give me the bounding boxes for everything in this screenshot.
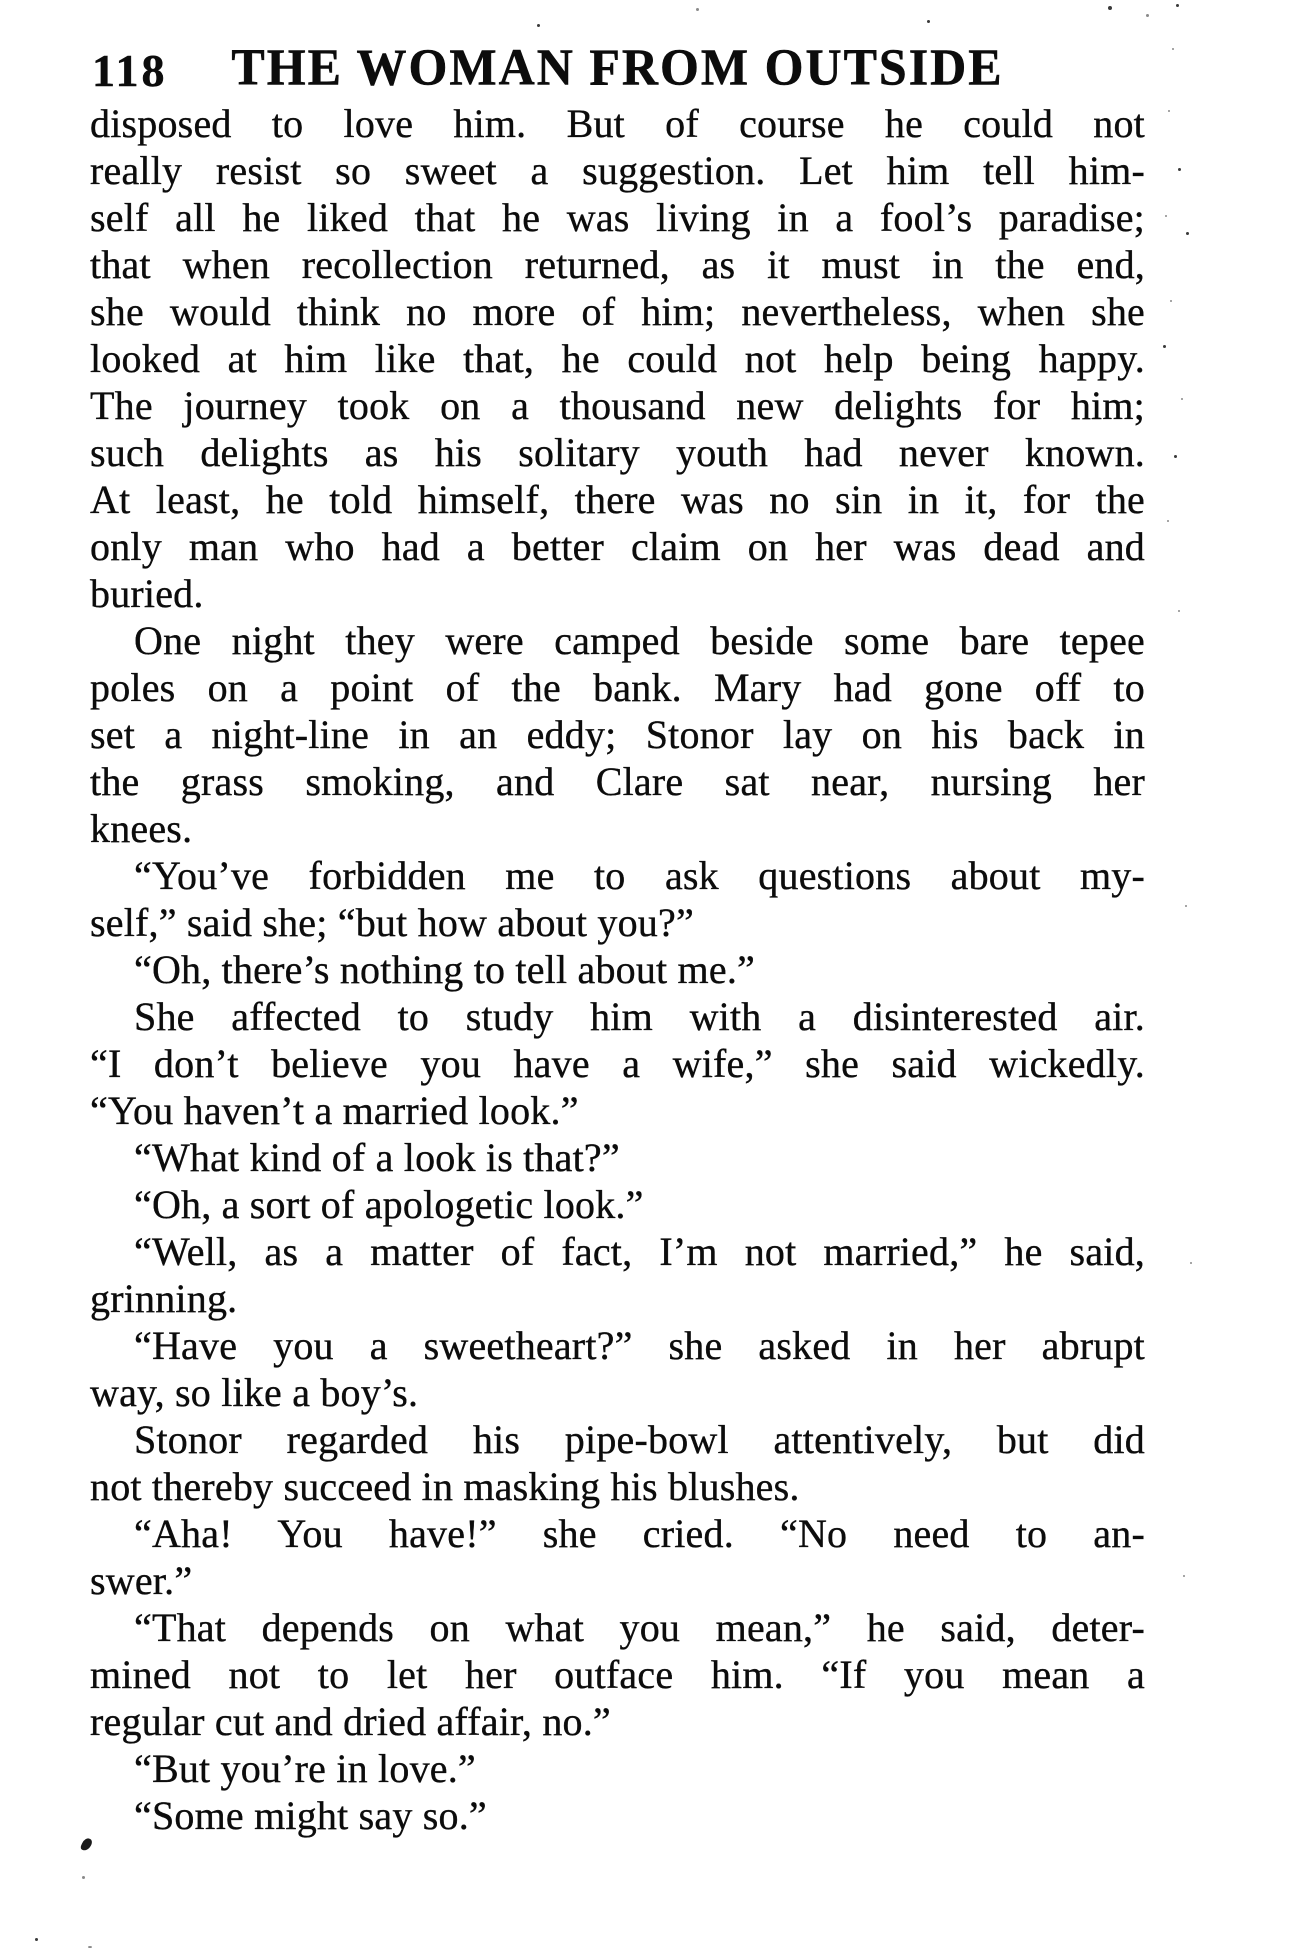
text-line: way, so like a boy’s.: [90, 1370, 419, 1415]
scan-speck: [1183, 1575, 1185, 1577]
text-line: “Some might say so.”: [134, 1793, 487, 1838]
text-line: At least, he told himself, there was no sin in it, for the: [90, 477, 1145, 522]
text-line: knees.: [90, 806, 193, 851]
text-line: “Well, as a matter of fact, I’m not married,” he said,: [134, 1229, 1145, 1274]
text-line: self,” said she; “but how about you?”: [90, 900, 694, 945]
scan-speck: [1108, 6, 1112, 10]
page-number: 118: [92, 45, 168, 96]
text-line: swer.”: [90, 1558, 193, 1603]
text-line: “You haven’t a married look.”: [90, 1088, 579, 1133]
text-line: “Aha! You have!” she cried. “No need to an-: [134, 1511, 1145, 1556]
scan-speck: [1178, 168, 1181, 171]
scan-speck: [82, 1876, 85, 1879]
text-line: only man who had a better claim on her was dead and: [90, 524, 1145, 569]
text-line: “Oh, there’s nothing to tell about me.”: [134, 947, 755, 992]
text-line: she would think no more of him; nevertheless, when she: [90, 289, 1145, 334]
scan-speck: [537, 24, 540, 27]
scan-speck: [1146, 14, 1149, 17]
scan-speck: [1181, 398, 1183, 400]
text-line: “But you’re in love.”: [134, 1746, 476, 1791]
text-line: “You’ve forbidden me to ask questions about my-: [134, 853, 1145, 898]
scan-speck: [1167, 520, 1169, 522]
scan-speck: [1172, 48, 1174, 50]
scan-speck: [1163, 345, 1166, 348]
text-line: looked at him like that, he could not help being happy.: [90, 336, 1145, 381]
text-line: poles on a point of the bank. Mary had gone off to: [90, 665, 1145, 710]
text-line: “Oh, a sort of apologetic look.”: [134, 1182, 644, 1227]
text-line: that when recollection returned, as it must in the end,: [90, 242, 1145, 287]
text-line: She affected to study him with a disinterested air.: [134, 994, 1145, 1039]
text-line: not thereby succeed in masking his blushes.: [90, 1464, 800, 1509]
text-line: “Have you a sweetheart?” she asked in her abrupt: [134, 1323, 1145, 1368]
scan-speck: [1174, 455, 1177, 458]
text-line: One night they were camped beside some bare tepee: [134, 618, 1145, 663]
text-line: buried.: [90, 571, 204, 616]
scan-speck: [1186, 232, 1189, 235]
text-line: disposed to love him. But of course he could not: [90, 101, 1145, 146]
text-line: really resist so sweet a suggestion. Let him tell him-: [90, 148, 1145, 193]
scan-speck: [1165, 215, 1167, 217]
text-line: “What kind of a look is that?”: [134, 1135, 620, 1180]
scan-speck: [1176, 4, 1179, 7]
text-line: The journey took on a thousand new delights for him;: [90, 383, 1145, 428]
scan-speck: [1185, 905, 1187, 907]
scan-speck: [88, 1946, 92, 1948]
scan-speck: [1168, 110, 1170, 112]
text-line: self all he liked that he was living in a fool’s paradise;: [90, 195, 1145, 240]
text-line: regular cut and dried affair, no.”: [90, 1699, 611, 1744]
text-line: Stonor regarded his pipe-bowl attentively, but did: [134, 1417, 1145, 1462]
text-line: grinning.: [90, 1276, 238, 1321]
running-head: [90, 37, 1145, 102]
scan-speck: [1178, 610, 1180, 612]
scan-speck: [927, 20, 930, 23]
scan-speck: [1190, 1262, 1192, 1264]
text-line: the grass smoking, and Clare sat near, nursing her: [90, 759, 1145, 804]
text-line: “That depends on what you mean,” he said, deter-: [134, 1605, 1145, 1650]
text-line: set a night-line in an eddy; Stonor lay on his back in: [90, 712, 1145, 757]
scan-speck: [35, 1938, 38, 1941]
page-body: [90, 100, 1145, 1839]
text-line: such delights as his solitary youth had never known.: [90, 430, 1145, 475]
running-title: THE WOMAN FROM OUTSIDE: [231, 37, 1004, 97]
text-line: “I don’t believe you have a wife,” she said wickedly.: [90, 1041, 1145, 1086]
ink-smudge: [80, 1837, 94, 1853]
text-line: mined not to let her outface him. “If you mean a: [90, 1652, 1145, 1697]
scan-speck: [1170, 300, 1172, 302]
scan-speck: [696, 8, 699, 11]
